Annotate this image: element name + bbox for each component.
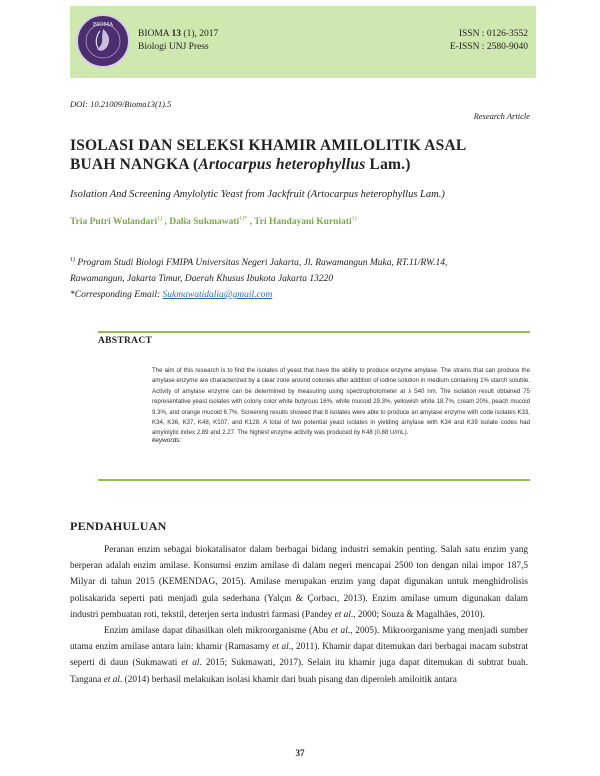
section-heading: PENDAHULUAN [70,519,167,533]
abstract-heading: ABSTRACT [98,336,153,346]
logo-text: BIOMA [92,22,114,28]
abstract-top-rule [98,331,530,333]
eissn: E-ISSN : 2580-9040 [449,42,528,52]
journal-header [70,6,536,78]
paper-subtitle: Isolation And Screening Amylolytic Yeast from Jackfruit (Artocarpus heterophyllus Lam.) [70,189,445,200]
publisher: Biologi UNJ Press [138,42,209,52]
title-line-2: BUAH NANGKA (Artocarpus heterophyllus Lam.) [70,156,411,173]
paper-title [70,136,540,174]
author-list: Tria Putri Wulandari$^{1)}$ , Dalia Sukmawati$^{1)*}$ , Tri Handayani Kurniati$^{1)}$ [70,216,357,228]
page-number: 37 [295,748,305,758]
author: Dalia Sukmawati [169,217,240,228]
paragraph: Enzim amilase dapat dihasilkan oleh mikroorganisme (Abu et al., 2005). Mikroorganisme yang menjadi sumber utama enzim amilase antara lain: khamir (Ramasamy et al., 2011). Khamir dapat ditemukan dari berbagai macam substrat seperti di daun (Sukmawati et al. 2015; Sukmawati, 2017). Selain itu khamir juga dapat ditemukan di subtrat buah. Tangana et al. (2014) berhasil melakukan isolasi khamir dari buah pisang dan diperoleh amiloitik antara [70,626,529,685]
journal-volume: BIOMA 13 (1), 2017 [138,29,219,39]
affiliation-line-2: Rawamangun, Jakarta Timur, Daerah Khusus Ibukota Jakarta 13220 [70,274,334,285]
email-link[interactable]: Sukmawatidalia@gmail.com [162,290,273,301]
section-body [70,542,528,688]
journal-info [138,28,218,54]
affiliation-line-1: $^{1)}$ Program Studi Biologi FMIPA Universitas Negeri Jakarta, Jl. Rawamangun Muka, RT.11/RW.14, [70,257,448,269]
journal-logo [76,14,130,68]
article-type: Research Article [473,111,530,121]
abstract-bottom-rule [98,479,530,481]
issn-info [450,28,528,54]
keywords-label: keywords: [152,437,182,444]
corresponding-email: *Corresponding Email: Sukmawatidalia@gmail.com [70,290,273,301]
affiliation [70,252,540,303]
issn: ISSN : 0126-3552 [458,29,528,39]
doi: DOI: 10.21009/Bioma13(1).5 [70,99,172,109]
author: Tri Handayani Kurniati [254,217,352,228]
title-line-1: ISOLASI DAN SELEKSI KHAMIR AMILOLITIK ASAL [70,137,467,154]
author: Tria Putri Wulandari [70,217,158,228]
abstract-text: The aim of this research is to find the isolates of yeast that have the ability to produce enzyme amylase. The strains that can produce the amylase enzyme are characterized by a clear zone around colonies after addition of iodine solution in medium containing 1% starch soluble. Activity of amylase enzyme can be determined by measuring using spectrophotometer at λ 540 nm. The isolation result obtained 75 representative yeast isolates with colony color white butyrous 16%, white mucoid 29.3%, yellowish white 18.7%, cream 20%, peach mucoid 9.3%, and orange mucoid 6.7%. Screening results showed that 8 isolates were able to produce an amylase enzyme with code isolates K33, K34, K36, K37, K48, K107, and K128. A total of two potential yeast isolates in yielding amylase with K34 and K39 isolate codes had amylolytic index 2.89 and 2.27. The highest enzyme activity was produced by K48 (0.88 U/mL). [152,367,530,437]
paragraph: Peranan enzim sebagai biokatalisator dalam berbagai bidang industri semakin penting. Salah satu enzim yang berperan adalah enzim amilase. Konsumsi enzim amilase di dalam negeri mencapai 2500 ton dengan nilai impor 187,5 Milyar di tahun 2015 (KEMENDAG, 2015). Amilase merupakan enzim yang dapat digunakan untuk menghidrolisis polisakarida seperti pati menjadi gula sederhana (Yalçın & Çorbacı, 2013). Enzim amilase umum digunakan dalam industri pembuatan roti, tekstil, deterjen serta industri farmasi (Pandey et al., 2000; Souza & Magalhães, 2010). [70,545,528,620]
